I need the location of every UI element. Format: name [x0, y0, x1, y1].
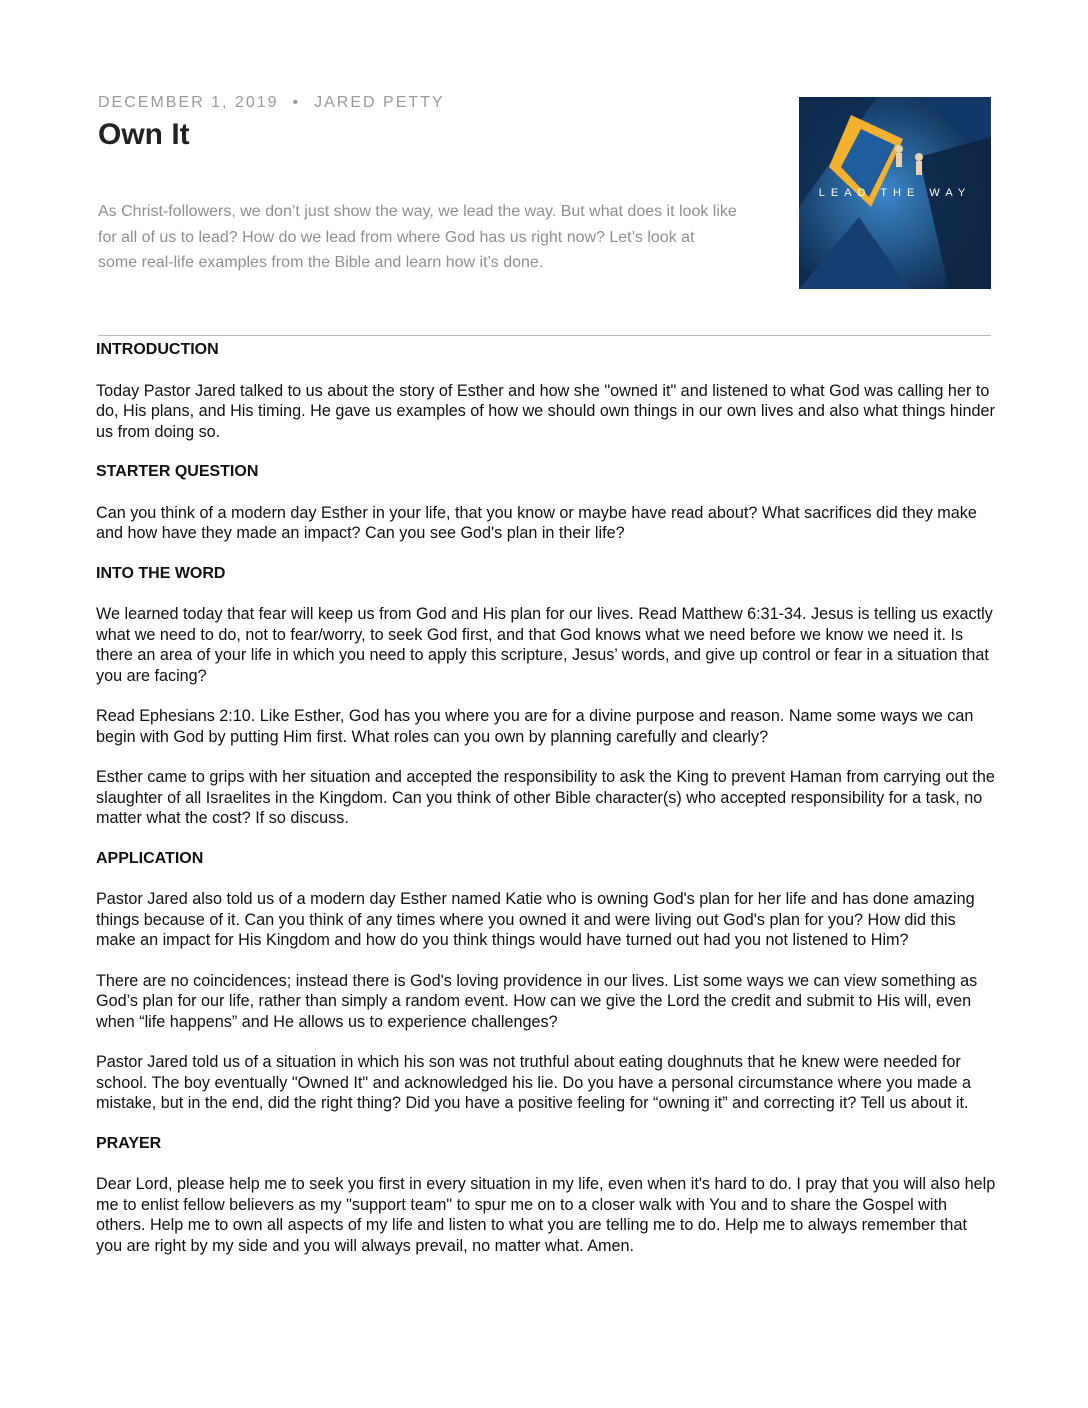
into-the-word-paragraph-3: Esther came to grips with her situation and accepted the responsibility to ask the King to prevent Haman from carrying out the slaughter of all Israelites in the Kingdom. Can you think of other Bible character(s) who accepted responsibility for a task, no matter what the cost? If so discuss.: [96, 768, 995, 827]
study-guide-content: [96, 340, 996, 1276]
prayer-paragraph: Dear Lord, please help me to seek you first in every situation in my life, even when it's hard to do. I pray that you will also help me to enlist fellow believers as my "support team" to spur me on to a closer walk with You and to share the Gospel with others. Help me to own all aspects of my life and listen to what you are telling me to do. Help me to always remember that you are right by my side and you will always prevail, no matter what. Amen.: [96, 1175, 996, 1255]
application-paragraph-2: There are no coincidences; instead there is God's loving providence in our lives. List some ways we can view something as God’s plan for our life, rather than simply a random event. How can we give the Lord the credit and submit to His will, even when “life happens” and He allows us to experience challenges?: [96, 971, 978, 1031]
post-meta: [98, 94, 445, 112]
into-the-word-paragraph-1: We learned today that fear will keep us from God and His plan for our lives. Read Matthew 6:31-34. Jesus is telling us exactly what we need to do, not to fear/worry, to seek God first, and that God knows what we need before we know we need it. Is there an area of your life in which you need to apply this scripture, Jesus’ words, and give up control or fear in a situation that you are facing?: [96, 605, 993, 685]
series-artwork: [799, 97, 991, 289]
post-date: DECEMBER 1, 2019: [98, 94, 279, 111]
section-heading-into-the-word: INTO THE WORD: [96, 564, 226, 582]
sermon-summary: As Christ-followers, we don’t just show the way, we lead the way. But what does it look like for all of us to lead? How do we lead from where God has us right now? Let’s look at some real-life examples from the Bible and learn how it’s done.: [98, 203, 737, 271]
application-paragraph-3: Pastor Jared told us of a situation in which his son was not truthful about eating doughnuts that he knew were needed for school. The boy eventually "Owned It" and acknowledged his lie. Do you have a personal circumstance where you made a mistake, but in the end, did the right thing? Did you have a positive feeling for “owning it” and correcting it? Tell us about it.: [96, 1053, 972, 1112]
introduction-paragraph: Today Pastor Jared talked to us about the story of Esther and how she "owned it" and listened to what God was calling her to do, His plans, and His timing. He gave us examples of how we should own things in our own lives and also what things hinder us from doing so.: [96, 381, 995, 441]
series-artwork-title: LEAD THE WAY: [818, 187, 972, 199]
application-paragraph-1: Pastor Jared also told us of a modern day Esther named Katie who is owning God's plan for her life and has done amazing things because of it. Can you think of any times where you owned it and were living out God's plan for you? How did this make an impact for His Kingdom and how do you think things would have turned out had you not listened to Him?: [96, 890, 975, 949]
post-author: JARED PETTY: [314, 94, 445, 111]
page-title: Own It: [98, 118, 190, 151]
section-heading-prayer: PRAYER: [96, 1134, 162, 1152]
meta-separator: •: [292, 94, 301, 111]
section-heading-application: APPLICATION: [96, 849, 204, 867]
header-divider: [98, 335, 991, 336]
starter-question-paragraph: Can you think of a modern day Esther in your life, that you know or maybe have read about? What sacrifices did they make and how have they made an impact? Can you see God's plan in their life?: [96, 503, 977, 542]
into-the-word-paragraph-2: Read Ephesians 2:10. Like Esther, God has you where you are for a divine purpose and reason. Name some ways we can begin with God by putting Him first. What roles can you own by planning carefully and clearly?: [96, 707, 974, 746]
section-heading-introduction: INTRODUCTION: [96, 341, 219, 358]
section-heading-starter-question: STARTER QUESTION: [96, 463, 259, 480]
